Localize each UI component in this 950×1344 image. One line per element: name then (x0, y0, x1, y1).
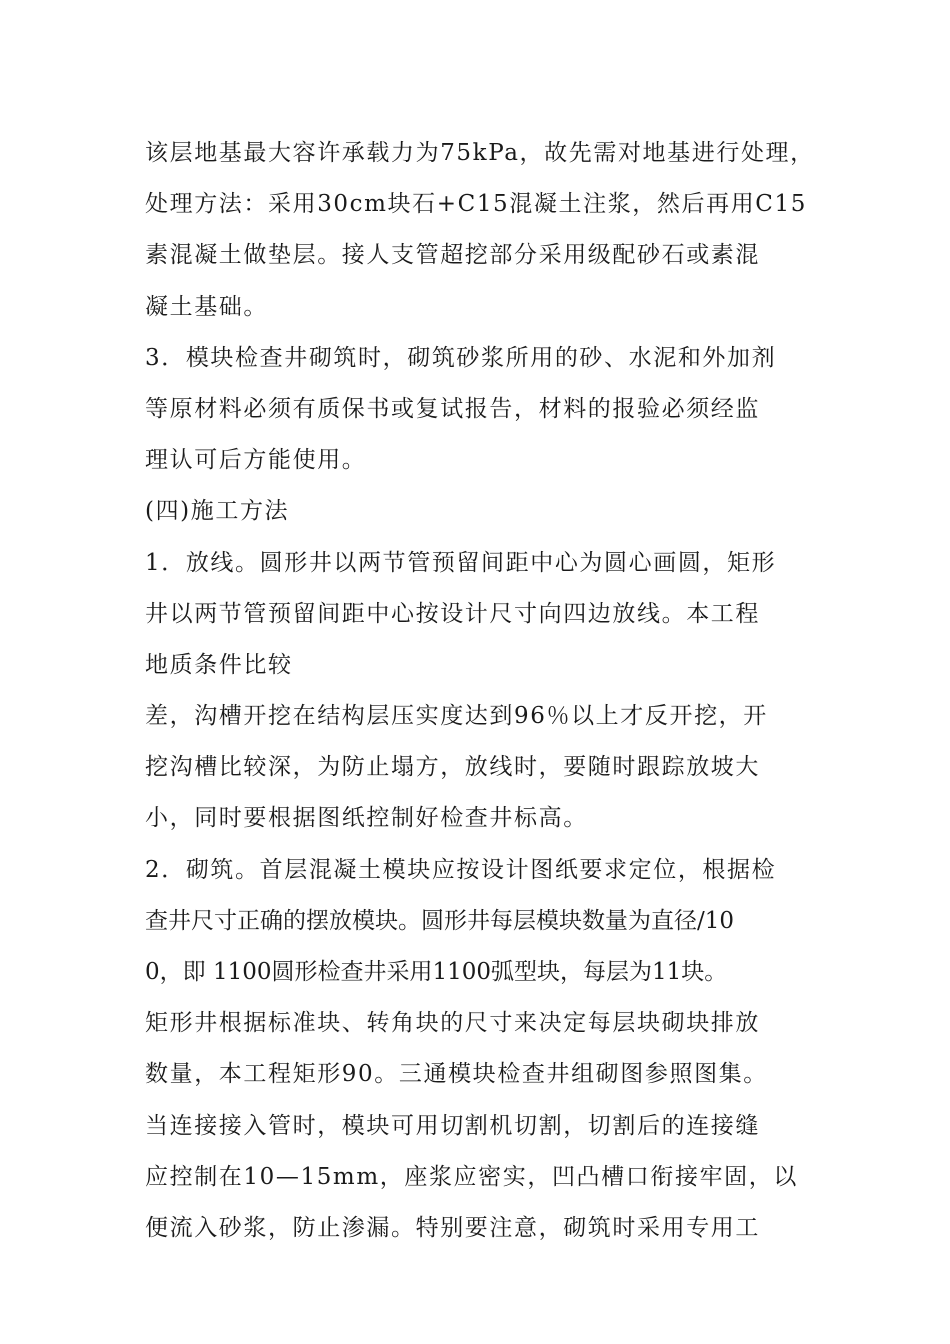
text-line: 2．砌筑。首层混凝土模块应按设计图纸要求定位，根据检 (145, 856, 777, 883)
text-line: 素混凝土做垫层。接人支管超挖部分采用级配砂石或素混 (145, 242, 760, 269)
text-line: 3．模块检查井砌筑时，砌筑砂浆所用的砂、水泥和外加剂 (145, 344, 777, 371)
text-line: 小，同时要根据图纸控制好检查井标高。 (145, 805, 588, 832)
text-line: 当连接接入管时，模块可用切割机切割，切割后的连接缝 (145, 1112, 760, 1139)
text-line: 等原材料必须有质保书或复试报告，材料的报验必须经监 (145, 395, 760, 422)
text-line: 理认可后方能使用。 (145, 447, 367, 474)
section-heading: (四)施工方法 (145, 498, 290, 525)
text-line: 便流入砂浆，防止渗漏。特别要注意，砌筑时采用专用工 (145, 1214, 760, 1241)
text-line: 地质条件比较 (145, 651, 293, 678)
text-line: 查井尺寸正确的摆放模块。圆形井每层模块数量为直径/10 (145, 907, 735, 934)
text-line: 该层地基最大容许承载力为75kPa，故先需对地基进行处理， (145, 140, 815, 166)
text-line: 数量，本工程矩形90。三通模块检查井组砌图参照图集。 (145, 1061, 768, 1088)
text-line: 应控制在10—15mm，座浆应密实，凹凸槽口衔接牢固，以 (145, 1163, 798, 1190)
text-line: 处理方法：采用30cm块石+C15混凝土注浆，然后再用C15 (145, 191, 807, 218)
text-line: 1．放线。圆形井以两节管预留间距中心为圆心画圆，矩形 (145, 549, 777, 576)
text-line: 0，即 1100圆形检查井采用1100弧型块，每层为11块。 (145, 959, 728, 985)
text-line: 差，沟槽开挖在结构层压实度达到96％以上才反开挖，开 (145, 703, 768, 730)
text-line: 挖沟槽比较深，为防止塌方，放线时，要随时跟踪放坡大 (145, 754, 760, 781)
document-body (145, 128, 825, 1254)
text-line: 矩形井根据标准块、转角块的尺寸来决定每层块砌块排放 (145, 1010, 760, 1037)
text-line: 井以两节管预留间距中心按设计尺寸向四边放线。本工程 (145, 600, 760, 627)
text-line: 凝土基础。 (145, 293, 268, 320)
